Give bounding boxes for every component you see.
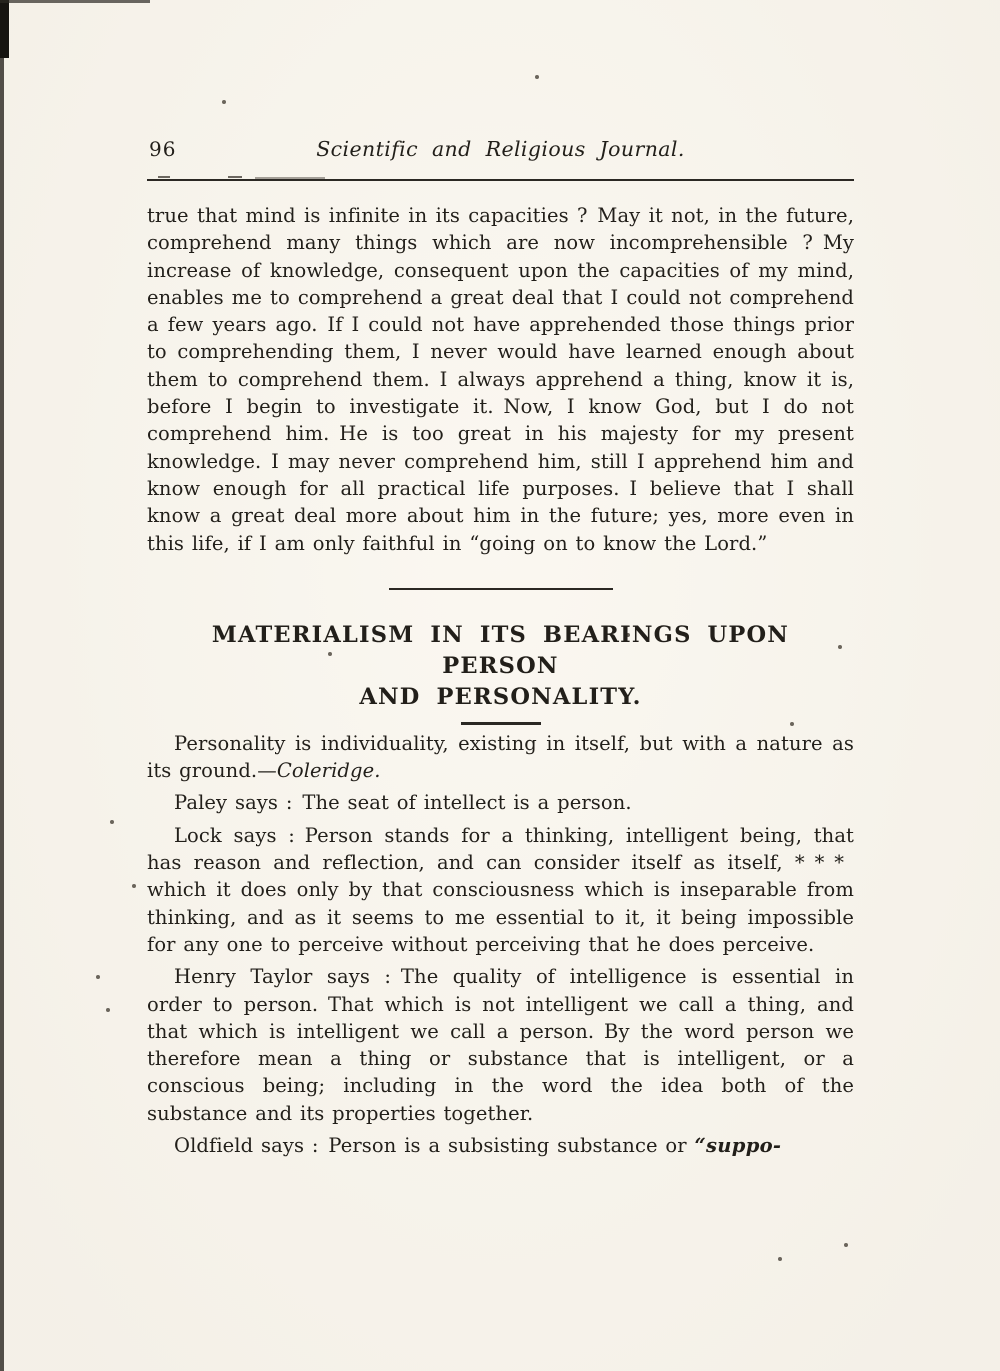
scan-speckle	[132, 884, 136, 888]
scan-left-edge-artifact	[0, 0, 4, 1371]
article-title-line2: AND PERSONALITY.	[359, 683, 642, 710]
paragraph-taylor: Henry Taylor says : The quality of intelligence is essential in order to person. That which is not intelligent we call a thing, and that which is intelligent we call a person. By the word person we therefore mean a thing or substance that is intelligent, or a conscious being; including in the word the idea both of the substance and its properties together.	[147, 965, 854, 1125]
title-divider	[461, 722, 541, 725]
page-header	[147, 134, 854, 164]
scan-speckle	[106, 1008, 110, 1012]
article-title-line1: MATERIALISM IN ITS BEARINGS UPON PERSON	[211, 621, 790, 679]
continued-article-paragraph: true that mind is infinite in its capacities ? May it not, in the future, comprehend many things which are now incomprehensible ? My increase of knowledge, consequent upon the capacities of my mind, enables me to comprehend a great deal that I could not comprehend a few years ago. If I could not have apprehended those things prior to comprehending them, I never would have learned enough about them to comprehend them. I always apprehend a thing, know it is, before I begin to investigate it. Now, I know God, but I do not comprehend him. He is too great in his majesty for my present knowledge. I may never comprehend him, still I apprehend him and know enough for all practical life purposes. I believe that I shall know a great deal more about him in the future; yes, more even in this life, if I am only faithful in “going on to know the Lord.”	[147, 204, 854, 555]
section-divider	[389, 588, 613, 590]
paragraph-oldfield	[147, 1132, 854, 1159]
scan-speckle	[96, 975, 100, 979]
coleridge-author: Coleridge.	[276, 759, 381, 783]
journal-title: Scientific and Religious Journal.	[316, 137, 685, 161]
scan-speckle	[844, 1243, 848, 1247]
paragraph-lock: Lock says : Person stands for a thinking, intelligent being, that has reason and reflection, and can consider itself as itself, * * * which it does only by that consciousness which is inseparable from thinking, and as it seems to me essential to it, it being impossible for any one to perceive without perceiving that he does perceive.	[147, 823, 854, 956]
paragraph-paley: Paley says : The seat of intellect is a person.	[174, 791, 632, 815]
article-title	[147, 620, 854, 713]
page-content	[147, 0, 854, 1159]
oldfield-emphasis: “suppo-	[694, 1134, 782, 1158]
paragraph-coleridge	[147, 730, 854, 785]
scan-speckle	[778, 1257, 782, 1261]
page-number: 96	[149, 137, 177, 161]
oldfield-text: Oldfield says : Person is a subsisting substance or	[174, 1134, 695, 1158]
scan-corner-artifact	[0, 0, 9, 58]
scan-top-edge-artifact	[0, 0, 150, 3]
scan-speckle	[110, 820, 114, 824]
coleridge-text: Personality is individuality, existing in itself, but with a nature as its ground.—	[147, 731, 854, 783]
header-rule	[147, 179, 854, 181]
